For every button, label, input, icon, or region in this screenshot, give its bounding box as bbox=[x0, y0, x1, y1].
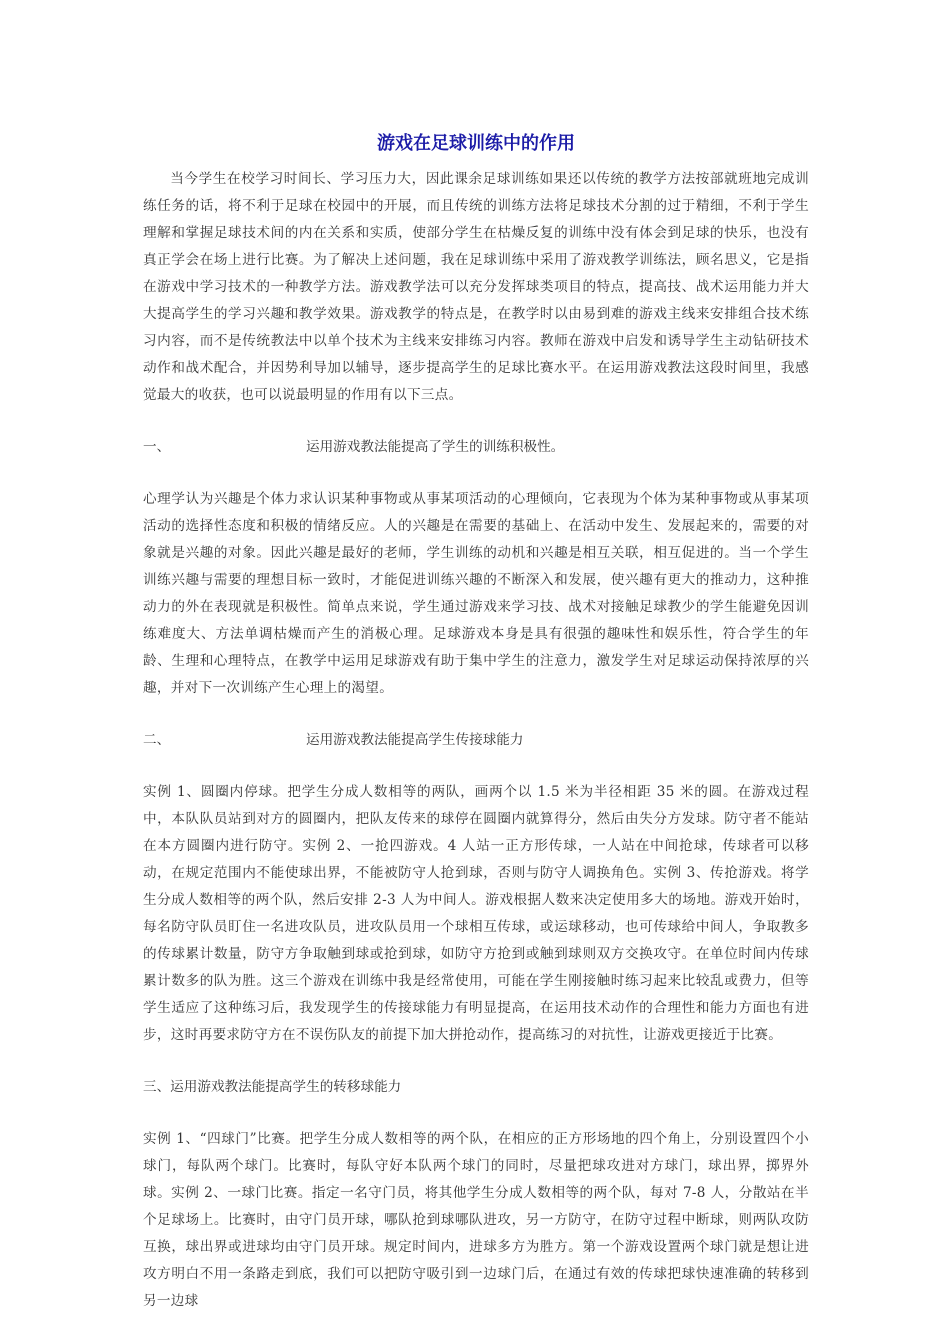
section-2-heading-text: 运用游戏教法能提高学生传接球能力 bbox=[306, 732, 524, 748]
section-1-heading bbox=[143, 434, 809, 461]
section-2-heading bbox=[143, 727, 809, 754]
document-title: 游戏在足球训练中的作用 bbox=[377, 133, 575, 154]
section-1-heading-text: 运用游戏教法能提高了学生的训练积极性。 bbox=[306, 439, 565, 455]
intro-paragraph: 当今学生在校学习时间长、学习压力大，因此课余足球训练如果还以传统的教学方法按部就班地完成训练任务的话，将不利于足球在校园中的开展，而且传统的训练方法将足球技术分割的过于精细，不利于学生理解和掌握足球技术间的内在关系和实质，使部分学生在枯燥反复的训练中没有体会到足球的快乐，也没有真正学会在场上进行比赛。为了解决上述问题，我在足球训练中采用了游戏教学训练法，顾名思义，它是指在游戏中学习技术的一种教学方法。游戏教学法可以充分发挥球类项目的特点，提高技、战术运用能力并大大提高学生的学习兴趣和教学效果。游戏教学的特点是，在教学时以由易到难的游戏主线来安排组合技术练习内容，而不是传统教法中以单个技术为主线来安排练习内容。教师在游戏中启发和诱导学生主动钻研技术动作和战术配合，并因势利导加以辅导，逐步提高学生的足球比赛水平。在运用游戏教法这段时间里，我感觉最大的收获，也可以说最明显的作用有以下三点。 bbox=[143, 171, 809, 403]
section-1-paragraph: 心理学认为兴趣是个体力求认识某种事物或从事某项活动的心理倾向，它表现为个体为某种事物或从事某项活动的选择性态度和积极的情绪反应。人的兴趣是在需要的基础上、在活动中发生、发展起来的，需要的对象就是兴趣的对象。因此兴趣是最好的老师，学生训练的动机和兴趣是相互关联，相互促进的。当一个学生训练兴趣与需要的理想目标一致时，才能促进训练兴趣的不断深入和发展，使兴趣有更大的推动力，这种推动力的外在表现就是积极性。简单点来说，学生通过游戏来学习技、战术对接触足球教少的学生能避免因训练难度大、方法单调枯燥而产生的消极心理。足球游戏本身是具有很强的趣味性和娱乐性，符合学生的年龄、生理和心理特点，在教学中运用足球游戏有助于集中学生的注意力，激发学生对足球运动保持浓厚的兴趣，并对下一次训练产生心理上的渴望。 bbox=[143, 491, 809, 696]
section-3-heading: 三、运用游戏教法能提高学生的转移球能力 bbox=[143, 1079, 402, 1095]
section-3-paragraph: 实例 1、“四球门”比赛。把学生分成人数相等的两个队，在相应的正方形场地的四个角上，分别设置四个小球门，每队两个球门。比赛时，每队守好本队两个球门的同时，尽量把球攻进对方球门，球出界，掷界外球。实例 2、一球门比赛。指定一名守门员，将其他学生分成人数相等的两个队，每对 7-8 人，分散站在半个足球场上。比赛时，由守门员开球，哪队抢到球哪队进攻，另一方防守，在防守过程中断球，则两队攻防互换，球出界或进球均由守门员开球。规定时间内，进球多方为胜方。第一个游戏设置两个球门就是想让进攻方明白不用一条路走到底，我们可以把防守吸引到一边球门后，在通过有效的传球把球快速准确的转移到另一边球 bbox=[143, 1131, 809, 1309]
section-1-number: 一、 bbox=[143, 439, 171, 455]
document-page bbox=[143, 130, 809, 1315]
section-2-paragraph: 实例 1、圆圈内停球。把学生分成人数相等的两队，画两个以 1.5 米为半径相距 35 米的圆。在游戏过程中，本队队员站到对方的圆圈内，把队友传来的球停在圆圈内就算得分，然后由失分方发球。防守者不能站在本方圆圈内进行防守。实例 2、一抢四游戏。4 人站一正方形传球，一人站在中间抢球，传球者可以移动，在规定范围内不能使球出界，不能被防守人抢到球，否则与防守人调换角色。实例 3、传抢游戏。将学生分成人数相等的两个队，然后安排 2-3 人为中间人。游戏根据人数来决定使用多大的场地。游戏开始时，每名防守队员盯住一名进攻队员，进攻队员用一个球相互传球，或运球移动，也可传球给中间人，争取教多的传球累计数量，防守方争取触到球或抢到球，如防守方抢到或触到球则双方交换攻守。在单位时间内传球累计数多的队为胜。这三个游戏在训练中我是经常使用，可能在学生刚接触时练习起来比较乱或费力，但等学生适应了这种练习后，我发现学生的传接球能力有明显提高，在运用技术动作的合理性和能力方面也有进步，这时再要求防守方在不误伤队友的前提下加大拼抢动作，提高练习的对抗性，让游戏更接近于比赛。 bbox=[143, 784, 809, 1043]
section-2-number: 二、 bbox=[143, 732, 171, 748]
